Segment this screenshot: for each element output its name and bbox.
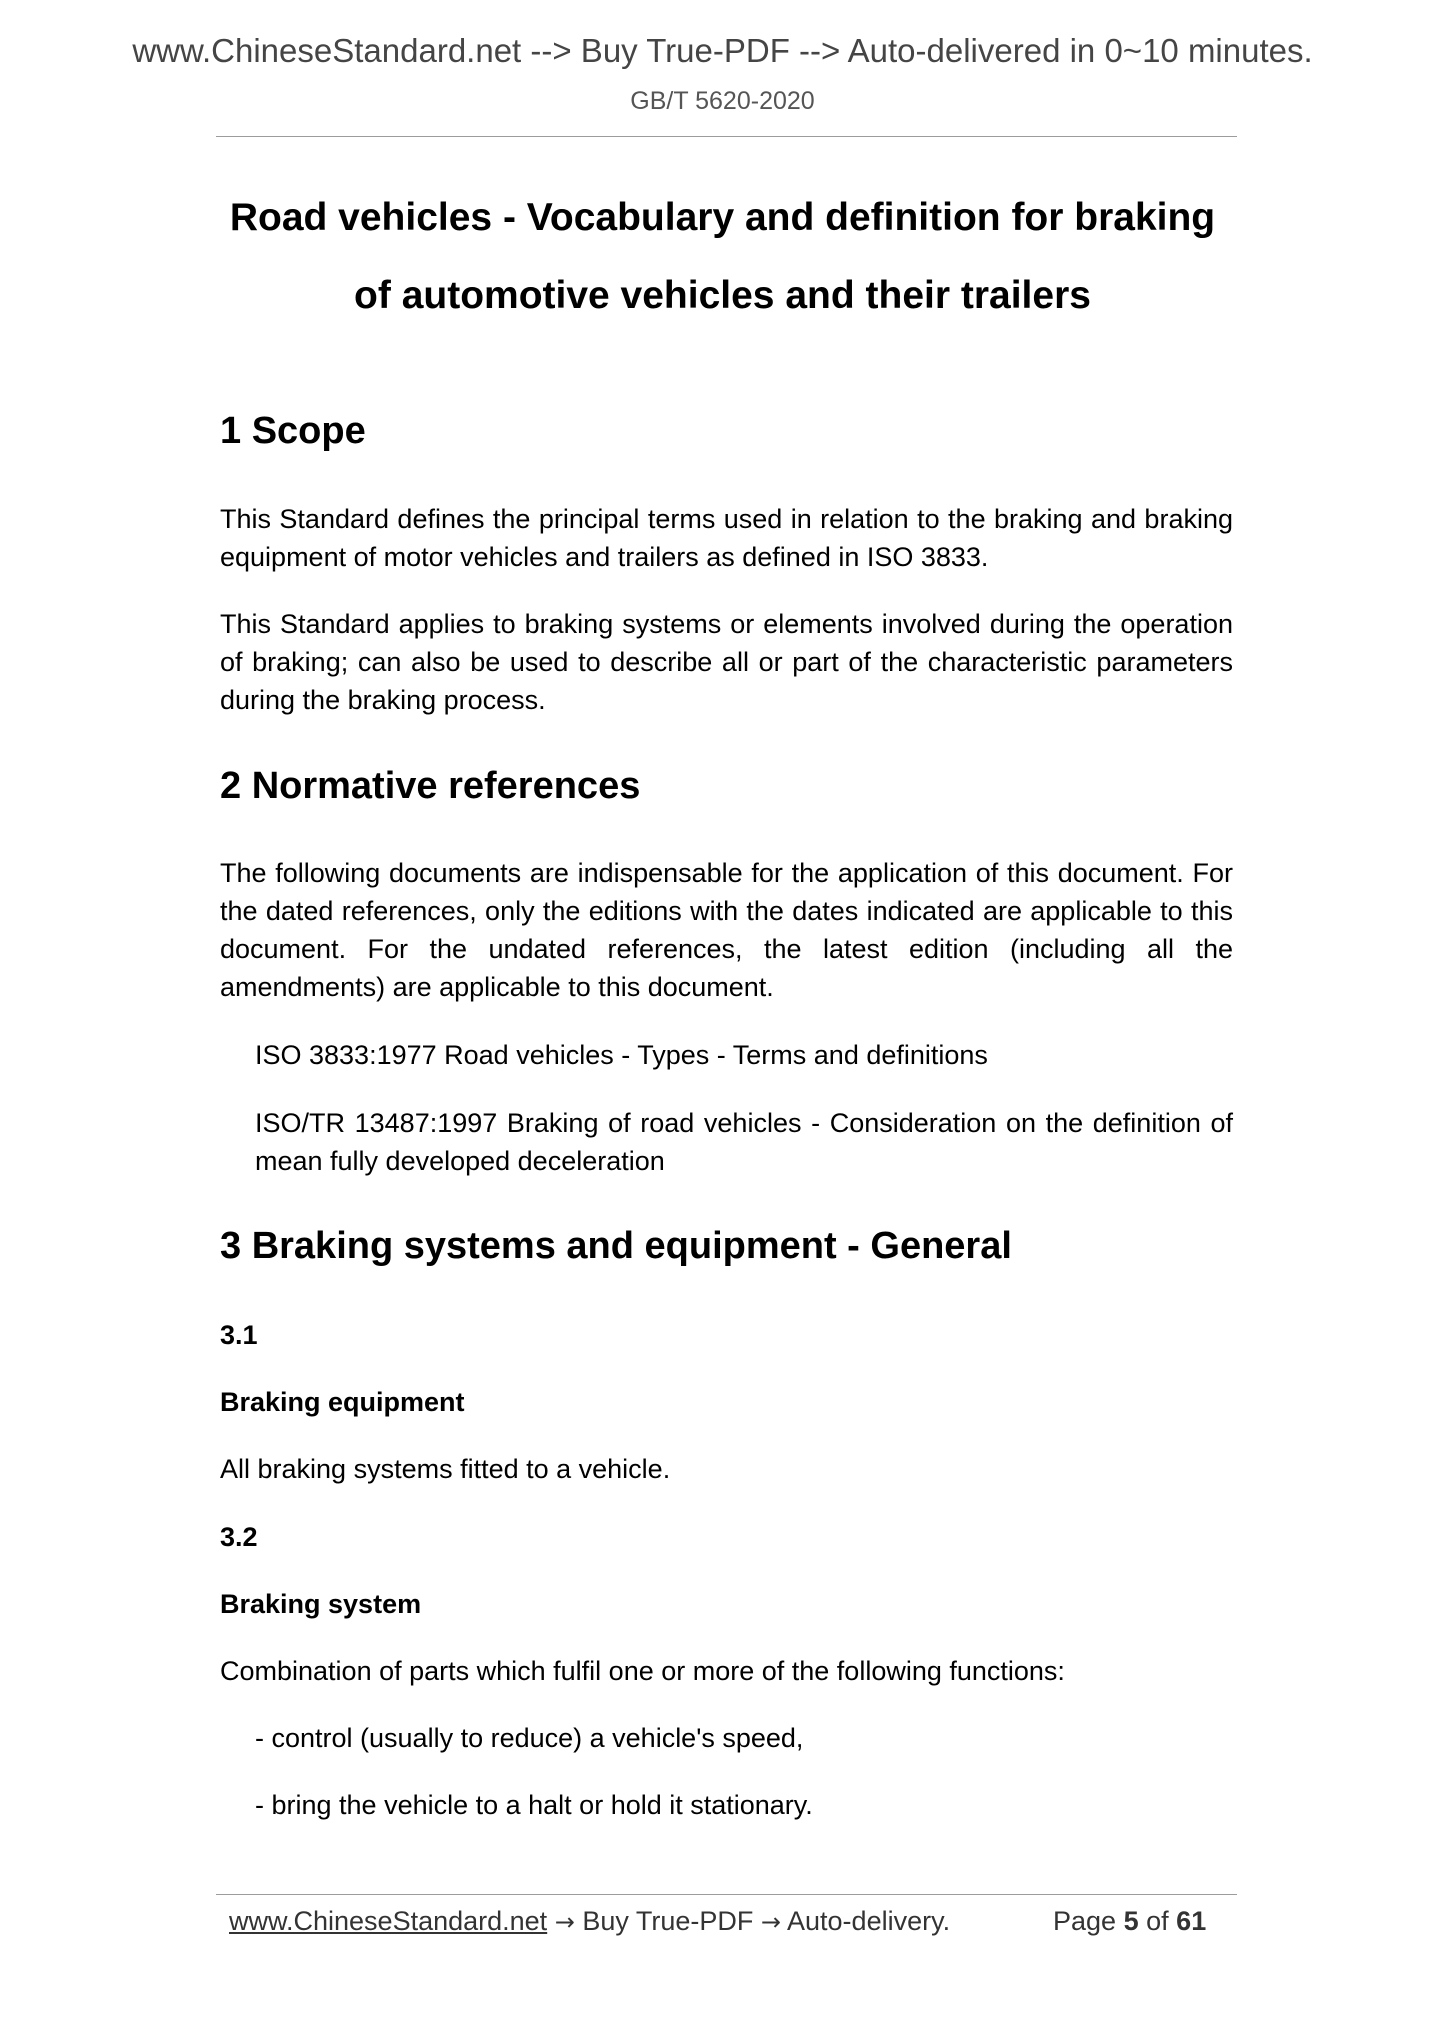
footer-delivery-label: Auto-delivery. (787, 1906, 951, 1936)
term-braking-equipment: Braking equipment (220, 1387, 465, 1417)
section-heading-normative: 2 Normative references (220, 765, 641, 807)
arrow-right-icon: → (760, 1908, 781, 1936)
scope-paragraph-2: This Standard applies to braking systems or elements involved during the operation of braking; can also be used to describe all or part of the characteristic parameters during the braking process. (220, 609, 1233, 715)
page-total: 61 (1176, 1906, 1207, 1936)
doc-number: GB/T 5620-2020 (630, 87, 815, 115)
footer-link[interactable]: www.ChineseStandard.net (229, 1906, 548, 1936)
header-divider (216, 136, 1237, 137)
section-heading-general: 3 Braking systems and equipment - General (220, 1225, 1012, 1267)
normative-paragraph: The following documents are indispensable for the application of this document. For the dated references, only the editions with the dates indicated are applicable to this document. For the undated references, the latest edition (including all the amendments) are applicable to this document. (220, 858, 1233, 1002)
list-item-control-speed: - control (usually to reduce) a vehicle's speed, (255, 1723, 804, 1753)
definition-braking-system: Combination of parts which fulfil one or more of the following functions: (220, 1656, 1065, 1686)
scope-paragraph-1: This Standard defines the principal terms used in relation to the braking and braking equipment of motor vehicles and trailers as defined in ISO 3833. (220, 504, 1233, 572)
reference-iso-tr-13487: ISO/TR 13487:1997 Braking of road vehicles - Consideration on the definition of mean fully developed deceleration (255, 1108, 1233, 1176)
term-number-3-2: 3.2 (220, 1522, 258, 1552)
term-braking-system: Braking system (220, 1589, 422, 1619)
header-banner: www.ChineseStandard.net --> Buy True-PDF --> Auto-delivered in 0~10 minutes. (132, 32, 1313, 69)
footer-left (229, 1906, 950, 1937)
page-of-label: of (1146, 1906, 1169, 1936)
footer-page-indicator (1053, 1906, 1206, 1937)
doc-title-line1: Road vehicles - Vocabulary and definition for braking (229, 196, 1216, 239)
page-label: Page (1053, 1906, 1117, 1936)
list-item-halt-vehicle: - bring the vehicle to a halt or hold it stationary. (255, 1790, 813, 1820)
page-current: 5 (1123, 1906, 1139, 1936)
section-heading-scope: 1 Scope (220, 410, 366, 452)
term-number-3-1: 3.1 (220, 1320, 258, 1350)
reference-iso-3833: ISO 3833:1977 Road vehicles - Types - Terms and definitions (255, 1040, 988, 1070)
arrow-right-icon: → (554, 1908, 575, 1936)
definition-braking-equipment: All braking systems fitted to a vehicle. (220, 1454, 671, 1484)
footer-divider (216, 1894, 1237, 1895)
footer-buy-label: Buy True-PDF (582, 1906, 754, 1936)
doc-title-line2: of automotive vehicles and their trailers (354, 274, 1091, 317)
